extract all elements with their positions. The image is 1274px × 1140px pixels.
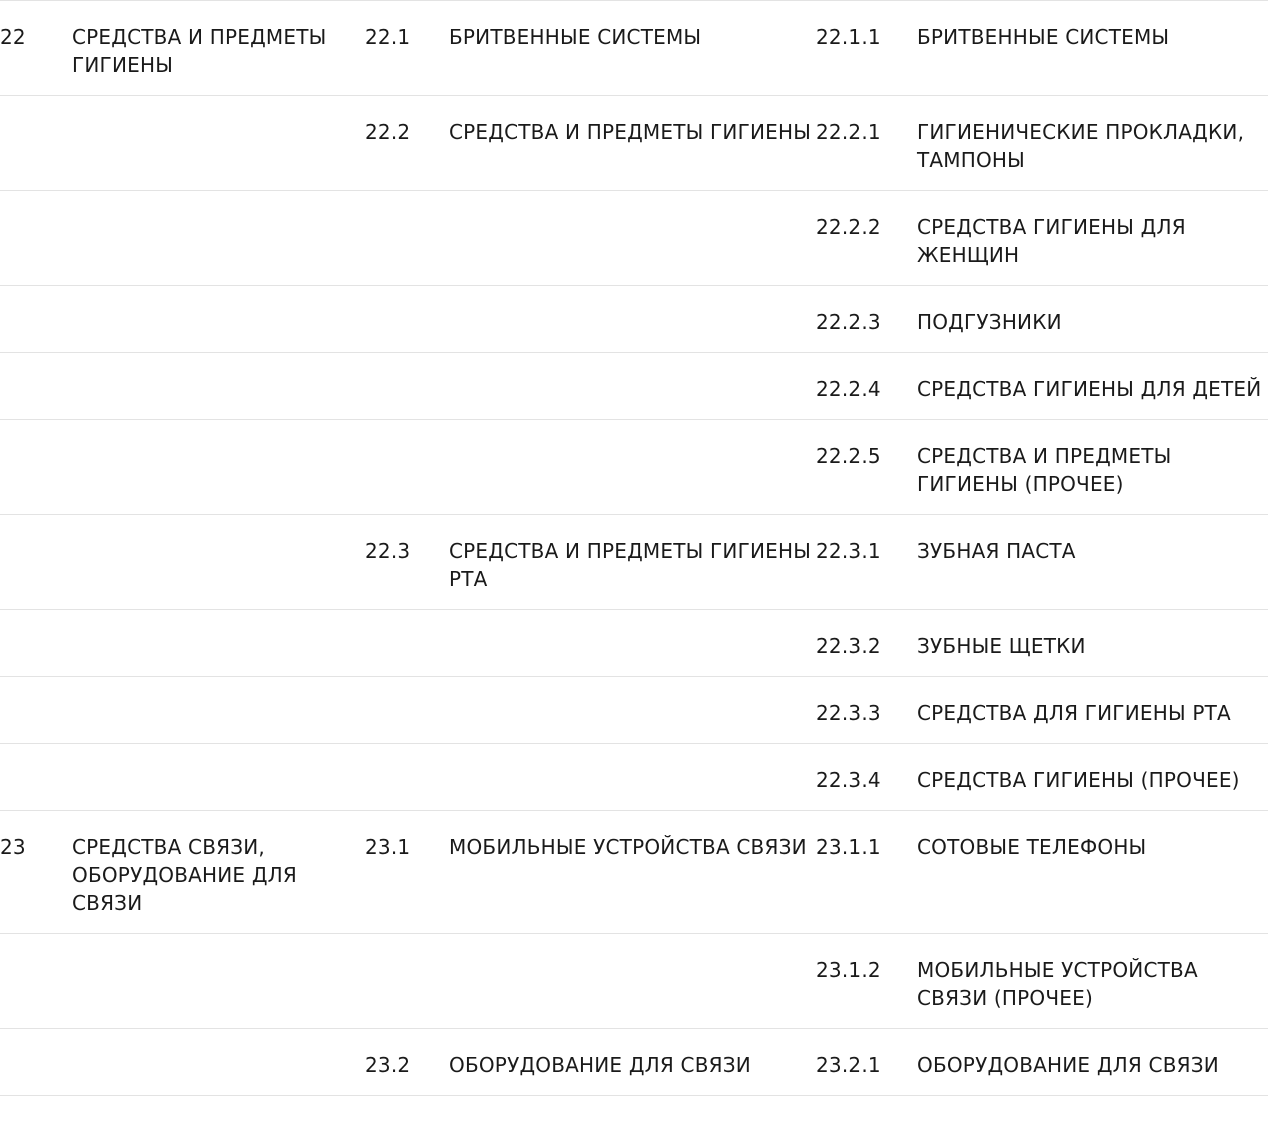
table-row bbox=[0, 610, 1268, 677]
table-row bbox=[0, 515, 1268, 610]
item-code: 22.3.3 bbox=[816, 701, 881, 725]
subcategory-code bbox=[365, 420, 449, 515]
subcategory-code bbox=[365, 286, 449, 353]
subcategory-name bbox=[449, 286, 816, 353]
subcategory-code: 23.1 bbox=[365, 835, 411, 859]
subcategory-code bbox=[365, 934, 449, 1029]
item-code: 22.2.4 bbox=[816, 377, 881, 401]
subcategory-name bbox=[449, 191, 816, 286]
item-name: ГИГИЕНИЧЕСКИЕ ПРОКЛАДКИ, ТАМПОНЫ bbox=[917, 120, 1245, 172]
category-code: 22 bbox=[0, 25, 26, 49]
item-name: ЗУБНАЯ ПАСТА bbox=[917, 539, 1076, 563]
item-code: 22.3.1 bbox=[816, 539, 881, 563]
subcategory-code: 22.1 bbox=[365, 25, 411, 49]
category-code bbox=[0, 286, 72, 353]
subcategory-name bbox=[449, 677, 816, 744]
table-row bbox=[0, 353, 1268, 420]
item-code: 23.2.1 bbox=[816, 1053, 881, 1077]
subcategory-name bbox=[449, 610, 816, 677]
subcategory-code bbox=[365, 744, 449, 811]
item-code: 22.3.2 bbox=[816, 634, 881, 658]
category-code bbox=[0, 677, 72, 744]
category-name: СРЕДСТВА СВЯЗИ, ОБОРУДОВАНИЕ ДЛЯ СВЯЗИ bbox=[72, 835, 297, 915]
subcategory-name bbox=[449, 744, 816, 811]
item-name: СРЕДСТВА ГИГИЕНЫ (ПРОЧЕЕ) bbox=[917, 768, 1240, 792]
category-code bbox=[0, 353, 72, 420]
category-name bbox=[72, 286, 365, 353]
subcategory-code: 22.3 bbox=[365, 539, 411, 563]
table-row bbox=[0, 811, 1268, 934]
subcategory-code bbox=[365, 191, 449, 286]
item-name: БРИТВЕННЫЕ СИСТЕМЫ bbox=[917, 25, 1170, 49]
item-name: СОТОВЫЕ ТЕЛЕФОНЫ bbox=[917, 835, 1147, 859]
category-code bbox=[0, 515, 72, 610]
table-row bbox=[0, 1, 1268, 96]
subcategory-code: 23.2 bbox=[365, 1053, 411, 1077]
category-name bbox=[72, 96, 365, 191]
item-code: 22.2.5 bbox=[816, 444, 881, 468]
item-name: ПОДГУЗНИКИ bbox=[917, 310, 1062, 334]
category-code bbox=[0, 610, 72, 677]
subcategory-code: 22.2 bbox=[365, 120, 411, 144]
table-row bbox=[0, 1029, 1268, 1096]
category-code bbox=[0, 96, 72, 191]
subcategory-name bbox=[449, 934, 816, 1029]
subcategory-code bbox=[365, 610, 449, 677]
category-name bbox=[72, 353, 365, 420]
category-name bbox=[72, 515, 365, 610]
category-name bbox=[72, 677, 365, 744]
category-name bbox=[72, 744, 365, 811]
subcategory-name: СРЕДСТВА И ПРЕДМЕТЫ ГИГИЕНЫ bbox=[449, 120, 812, 144]
subcategory-name: БРИТВЕННЫЕ СИСТЕМЫ bbox=[449, 25, 702, 49]
table-row bbox=[0, 420, 1268, 515]
category-code bbox=[0, 1029, 72, 1096]
table-row bbox=[0, 677, 1268, 744]
category-code bbox=[0, 934, 72, 1029]
category-code bbox=[0, 191, 72, 286]
item-name: ЗУБНЫЕ ЩЕТКИ bbox=[917, 634, 1086, 658]
subcategory-name: МОБИЛЬНЫЕ УСТРОЙСТВА СВЯЗИ bbox=[449, 835, 807, 859]
category-code bbox=[0, 420, 72, 515]
category-name bbox=[72, 1029, 365, 1096]
item-name: ОБОРУДОВАНИЕ ДЛЯ СВЯЗИ bbox=[917, 1053, 1219, 1077]
item-code: 22.1.1 bbox=[816, 25, 881, 49]
category-name bbox=[72, 610, 365, 677]
item-name: СРЕДСТВА И ПРЕДМЕТЫ ГИГИЕНЫ (ПРОЧЕЕ) bbox=[917, 444, 1172, 496]
item-name: МОБИЛЬНЫЕ УСТРОЙСТВА СВЯЗИ (ПРОЧЕЕ) bbox=[917, 958, 1198, 1010]
subcategory-name: ОБОРУДОВАНИЕ ДЛЯ СВЯЗИ bbox=[449, 1053, 751, 1077]
category-name: СРЕДСТВА И ПРЕДМЕТЫ ГИГИЕНЫ bbox=[72, 25, 327, 77]
category-name bbox=[72, 934, 365, 1029]
item-name: СРЕДСТВА ГИГИЕНЫ ДЛЯ ДЕТЕЙ bbox=[917, 377, 1262, 401]
subcategory-code bbox=[365, 353, 449, 420]
category-code: 23 bbox=[0, 835, 26, 859]
item-code: 23.1.1 bbox=[816, 835, 881, 859]
subcategory-name bbox=[449, 420, 816, 515]
item-name: СРЕДСТВА ГИГИЕНЫ ДЛЯ ЖЕНЩИН bbox=[917, 215, 1186, 267]
table-row bbox=[0, 286, 1268, 353]
category-name bbox=[72, 191, 365, 286]
category-name bbox=[72, 420, 365, 515]
subcategory-code bbox=[365, 677, 449, 744]
subcategory-name bbox=[449, 353, 816, 420]
table-row bbox=[0, 96, 1268, 191]
item-code: 22.2.3 bbox=[816, 310, 881, 334]
item-code: 22.2.2 bbox=[816, 215, 881, 239]
table-row bbox=[0, 744, 1268, 811]
table-row bbox=[0, 191, 1268, 286]
category-code bbox=[0, 744, 72, 811]
item-name: СРЕДСТВА ДЛЯ ГИГИЕНЫ РТА bbox=[917, 701, 1231, 725]
subcategory-name: СРЕДСТВА И ПРЕДМЕТЫ ГИГИЕНЫ РТА bbox=[449, 539, 812, 591]
item-code: 23.1.2 bbox=[816, 958, 881, 982]
item-code: 22.2.1 bbox=[816, 120, 881, 144]
item-code: 22.3.4 bbox=[816, 768, 881, 792]
table-row bbox=[0, 934, 1268, 1029]
